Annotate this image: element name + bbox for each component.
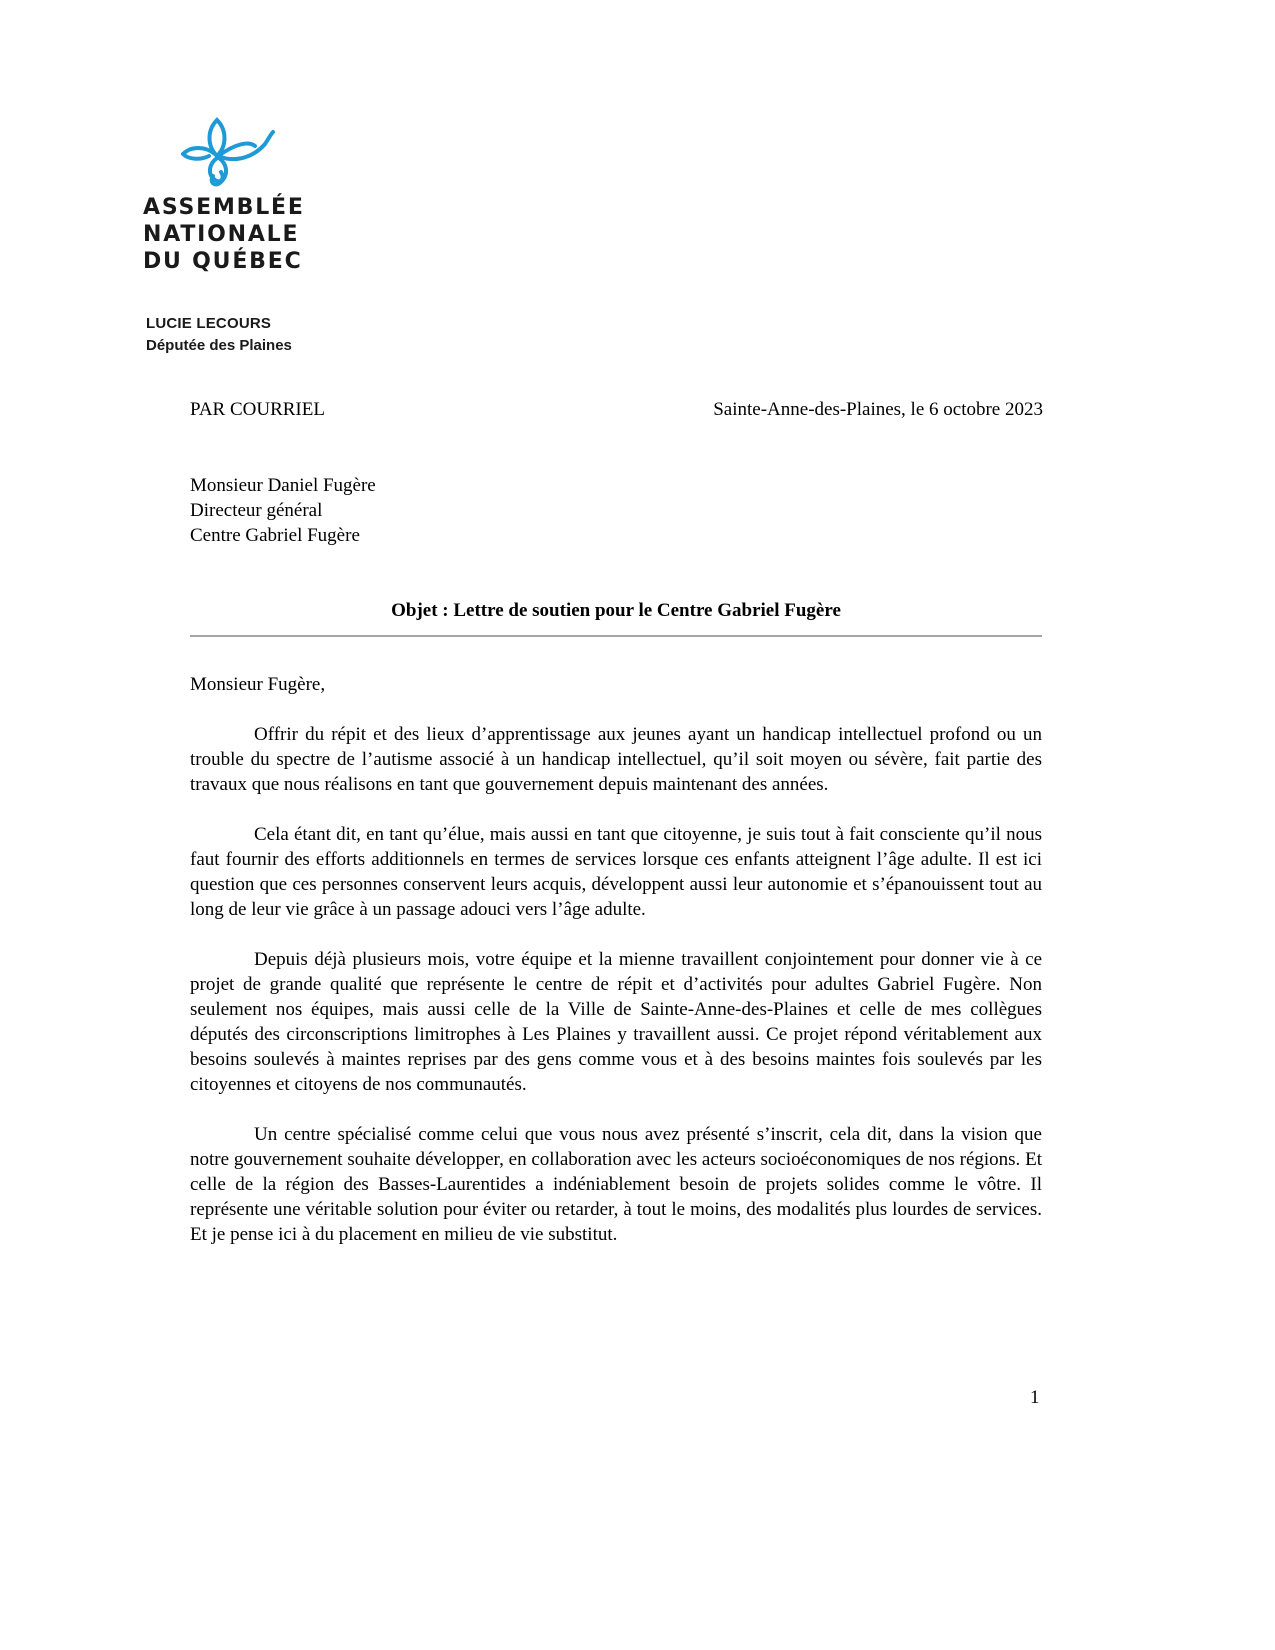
place-date: Sainte-Anne-des-Plaines, le 6 octobre 2023 bbox=[713, 399, 1043, 420]
body-paragraph: Un centre spécialisé comme celui que vous nous avez présenté s’inscrit, cela dit, dans la vision que notre gouvernement souhaite développer, en collaboration avec les acteurs socioéconomiques de nos régions. Et celle de la région des Basses-Laurentides a indéniablement besoin de projets solides comme le vôtre. Il représente une véritable solution pour éviter ou retarder, à tout le moins, des modalités plus lourdes de services. Et je pense ici à du placement en milieu de vie substitut. bbox=[190, 1124, 1042, 1245]
logo-line-3: DU QUÉBEC bbox=[143, 249, 303, 274]
assemblee-nationale-logo bbox=[143, 116, 313, 275]
logo-line-1: ASSEMBLÉE bbox=[143, 195, 305, 220]
recipient-block bbox=[190, 473, 376, 548]
subject-divider bbox=[190, 635, 1042, 637]
delivery-method: PAR COURRIEL bbox=[190, 399, 325, 420]
recipient-organization: Centre Gabriel Fugère bbox=[190, 525, 360, 546]
logo-line-2: NATIONALE bbox=[143, 222, 300, 247]
body-paragraph: Offrir du répit et des lieux d’apprentissage aux jeunes ayant un handicap intellectuel profond ou un trouble du spectre de l’autisme associé à un handicap intellectuel, qu’il soit moyen ou sévère, fait partie des travaux que nous réalisons en tant que gouvernement depuis maintenant des années. bbox=[190, 724, 1042, 795]
body-paragraph: Cela étant dit, en tant qu’élue, mais aussi en tant que citoyenne, je suis tout à fait consciente qu’il nous faut fournir des efforts additionnels en termes de services lorsque ces enfants atteignent l’âge adulte. Il est ici question que ces personnes conservent leurs acquis, développent aussi leur autonomie et s’épanouissent tout au long de leur vie grâce à un passage adouci vers l’âge adulte. bbox=[190, 824, 1042, 920]
letter-body bbox=[190, 722, 1042, 1272]
sender-role: Députée des Plaines bbox=[146, 337, 292, 354]
page-number: 1 bbox=[1030, 1387, 1040, 1408]
recipient-name: Monsieur Daniel Fugère bbox=[190, 475, 376, 496]
fleur-de-lys-emblem-icon bbox=[181, 116, 277, 188]
salutation: Monsieur Fugère, bbox=[190, 674, 326, 695]
sender-block bbox=[146, 313, 292, 357]
body-paragraph: Depuis déjà plusieurs mois, votre équipe et la mienne travaillent conjointement pour donner vie à ce projet de grande qualité que représente le centre de répit et d’activités pour adultes Gabriel Fugère. Non seulement nos équipes, mais aussi celle de la Ville de Sainte-Anne-des-Plaines et celle de mes collègues députés des circonscriptions limitrophes à Les Plaines y travaillent aussi. Ce projet répond véritablement aux besoins soulevés à maintes reprises par des gens comme vous et à des besoins maintes fois soulevés par les citoyennes et citoyens de nos communautés. bbox=[190, 949, 1042, 1095]
letter-subject: Objet : Lettre de soutien pour le Centre Gabriel Fugère bbox=[391, 600, 841, 621]
recipient-title: Directeur général bbox=[190, 500, 323, 521]
sender-name: LUCIE LECOURS bbox=[146, 315, 272, 332]
